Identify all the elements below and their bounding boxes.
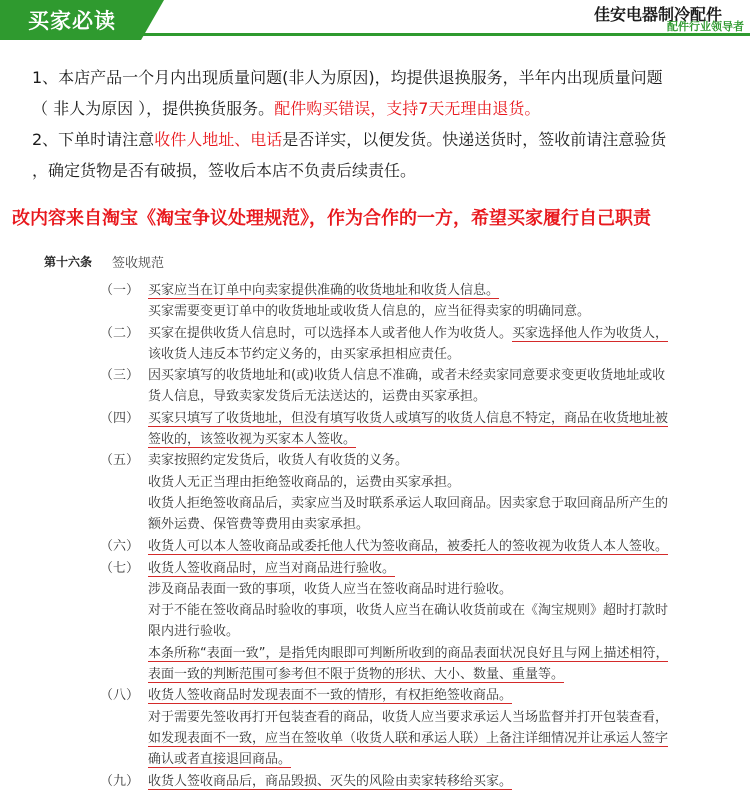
- notice-2-line-2: ，确定货物是否有破损，签收后本店不负责后续责任。: [32, 161, 417, 180]
- rule-line: [148, 493, 720, 514]
- rule-line-emphasis: 买家选择他人作为收货人，: [512, 325, 669, 341]
- rule-text: [148, 685, 720, 770]
- rule-line: [148, 280, 720, 301]
- rule-line: [148, 408, 720, 429]
- notice-2-highlight: 收件人地址、电话: [154, 130, 283, 149]
- rule-line: [148, 579, 720, 600]
- rule-text: [148, 558, 720, 686]
- rule-line-text: 收货人签收商品后，商品毁损、灭失的风险由卖家转移给买家。: [148, 773, 513, 789]
- policy-banner: 改内容来自淘宝《淘宝争议处理规范》，作为合作的一方，希望买家履行自己职责: [12, 208, 651, 229]
- rule-line-text: 本条所称“表面一致”，是指凭肉眼即可判断所收到的商品表面状况良好且与网上描述相符，: [148, 645, 669, 661]
- rule-line-text: 限内进行验收。: [148, 624, 240, 640]
- rule-line-text: 收货人签收商品时，应当对商品进行验收。: [148, 560, 396, 576]
- rule-line-text: 因买家填写的收货地址和(或)收货人信息不准确，或者未经卖家同意要求变更收货地址或收: [148, 368, 666, 384]
- article-title: 签收规范: [112, 256, 165, 271]
- rule-line: [148, 643, 720, 664]
- rule-item: [100, 685, 720, 770]
- rule-number: （九）: [100, 773, 140, 789]
- rule-text: [148, 408, 720, 451]
- rule-text: [148, 280, 720, 323]
- rule-line: [148, 771, 720, 792]
- rule-number: （七）: [100, 560, 140, 576]
- rule-item: [100, 450, 720, 535]
- rule-line: [148, 344, 720, 365]
- rule-number: （一）: [100, 283, 140, 298]
- notice-1-line-1: 1、本店产品一个月内出现质量问题(非人为原因)，均提供退换服务，半年内出现质量问题: [32, 68, 663, 87]
- rule-line-text: 表面一致的判断范围可参考但不限于货物的形状、大小、数量、重量等。: [148, 667, 565, 683]
- rule-number: （八）: [100, 688, 140, 704]
- rule-line-text: 收货人签收商品时发现表面不一致的情形，有权拒绝签收商品。: [148, 688, 513, 704]
- rule-line: [148, 749, 720, 770]
- rule-line-text: 确认或者直接退回商品。: [148, 752, 292, 768]
- rule-item: [100, 408, 720, 451]
- notice-1-highlight: 配件购买错误，支持7天无理由退货。: [274, 99, 541, 118]
- rule-line-text: 卖家按照约定发货后，收货人有收货的义务。: [148, 453, 409, 469]
- rule-item: [100, 323, 720, 366]
- rule-line-text: 买家应当在订单中向卖家提供准确的收货地址和收货人信息。: [148, 283, 500, 298]
- rule-line-text: 货人信息，导致卖家发货后无法送达的，运费由买家承担。: [148, 389, 487, 405]
- rule-item: [100, 280, 720, 323]
- rule-line-text: 如发现表面不一致，应当在签收单（收货人联和承运人联）上备注详细情况并让承运人签字: [148, 730, 669, 746]
- rule-line-text: 对于需要先签收再打开包装查看的商品，收货人应当要求承运人当场监督并打开包装查看，: [148, 709, 669, 725]
- rule-line-text: 收货人可以本人签收商品或委托他人代为签收商品，被委托人的签收视为收货人本人签收。: [148, 538, 669, 554]
- rule-line: [148, 707, 720, 728]
- rule-line: [148, 386, 720, 407]
- rule-line: [148, 728, 720, 749]
- rule-item: [100, 365, 720, 408]
- rule-text: [148, 365, 720, 408]
- rule-line: [148, 558, 720, 579]
- page-header: [0, 0, 750, 40]
- rule-item: [100, 771, 720, 793]
- rule-line-text: 买家只填写了收货地址，但没有填写收货人或填写的收货人信息不特定，商品在收货地址被: [148, 410, 669, 426]
- rule-line-text: 收货人拒绝签收商品后，卖家应当及时联系承运人取回商品。因卖家怠于取回商品所产生的: [148, 495, 669, 511]
- rule-line-text: 该收货人违反本节约定义务的，由买家承担相应责任。: [148, 346, 461, 362]
- rule-number: （三）: [100, 368, 140, 384]
- rule-line-text: 额外运费、保管费等费用由卖家承担。: [148, 517, 370, 533]
- rule-line: [148, 621, 720, 642]
- rule-number: （五）: [100, 453, 140, 469]
- rule-line-text: 签收的，该签收视为买家本人签收。: [148, 432, 357, 448]
- rule-line: [148, 536, 720, 557]
- rule-line-text: 对于不能在签收商品时验收的事项，收货人应当在确认收货前或在《淘宝规则》超时打款时: [148, 603, 669, 619]
- rule-text: [148, 450, 720, 535]
- rule-text: [148, 771, 720, 793]
- rule-line: [148, 600, 720, 621]
- rule-number: （六）: [100, 538, 140, 554]
- rule-text: [148, 536, 720, 558]
- rule-line: [148, 301, 720, 322]
- rule-line: [148, 514, 720, 535]
- rule-text: [148, 323, 720, 366]
- rule-line: [148, 365, 720, 386]
- rule-line-text: 买家需要变更订单中的收货地址或收货人信息的，应当征得卖家的明确同意。: [148, 304, 591, 320]
- header-title: 买家必读: [28, 9, 116, 33]
- rule-line: [148, 472, 720, 493]
- rule-line: [148, 685, 720, 706]
- rule-item: [100, 536, 720, 558]
- notice-1-line-2: （ 非人为原因 ），提供换货服务。: [32, 99, 275, 118]
- rule-line: [148, 323, 720, 344]
- rule-number: （四）: [100, 410, 140, 426]
- rule-item: [100, 558, 720, 686]
- notice-2-prefix: 2、下单时请注意: [32, 130, 155, 149]
- rule-list: [100, 280, 720, 793]
- rule-line: [148, 429, 720, 450]
- company-slogan: 配件行业领导者: [667, 20, 744, 33]
- notice-paragraph-1: [32, 62, 737, 124]
- rule-line-text: 收货人无正当理由拒绝签收商品的，运费由买家承担。: [148, 474, 461, 490]
- article-number: 第十六条: [44, 255, 93, 269]
- rule-line-text: 买家在提供收货人信息时，可以选择本人或者他人作为收货人。: [148, 325, 513, 341]
- rule-line: [148, 664, 720, 685]
- store-notice: [32, 62, 737, 186]
- company-name: 佳安电器制冷配件: [593, 5, 722, 24]
- notice-paragraph-2: [32, 124, 737, 186]
- notice-2-line-1-rest: 是否详实，以便发货。快递送货时，签收前请注意验货: [282, 130, 667, 149]
- header-divider: [0, 33, 750, 36]
- rule-number: （二）: [100, 325, 140, 341]
- rule-line-text: 涉及商品表面一致的事项，收货人应当在签收商品时进行验收。: [148, 581, 513, 597]
- rule-line: [148, 450, 720, 471]
